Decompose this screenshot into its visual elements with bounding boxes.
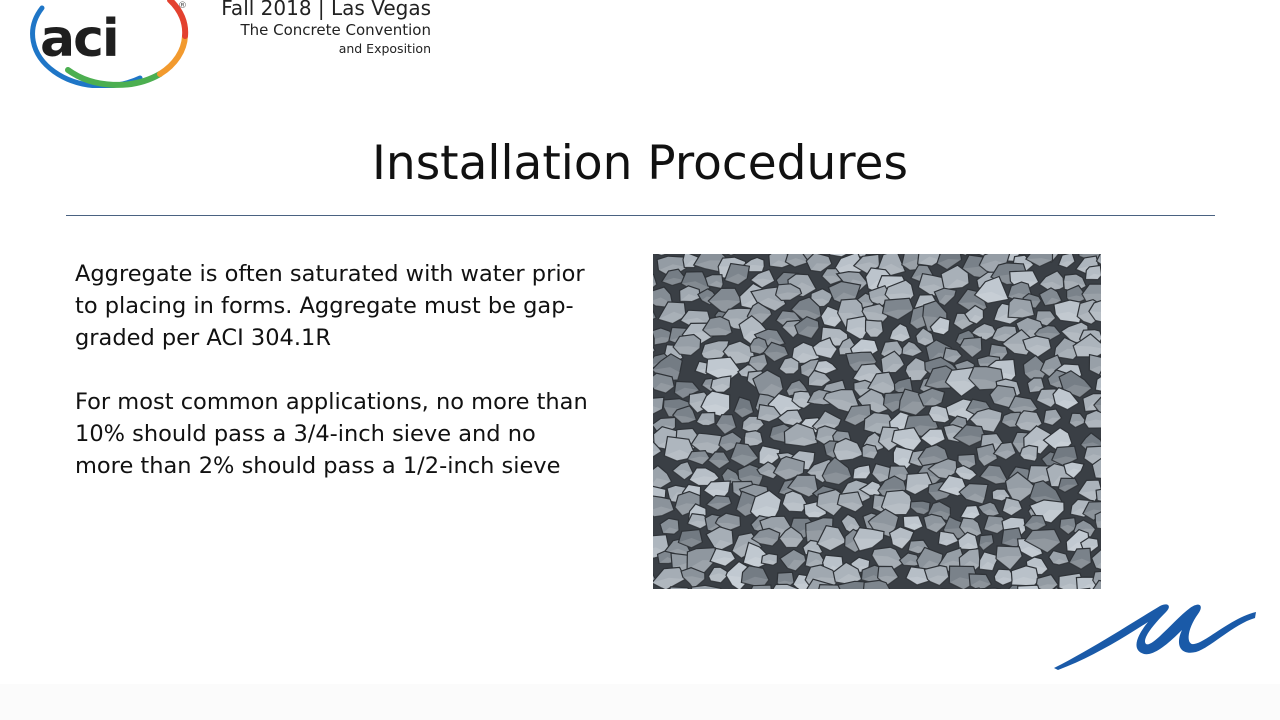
- event-info: [221, 0, 431, 57]
- swoosh-icon: [1050, 598, 1260, 672]
- slide-title: Installation Procedures: [372, 136, 908, 191]
- slide-body: [75, 258, 595, 514]
- title-divider: [66, 215, 1215, 216]
- event-name: The Concrete Convention: [240, 21, 431, 39]
- blue-swoosh-logo: [1050, 598, 1260, 672]
- aci-logo-graphic: [20, 0, 190, 88]
- body-paragraph-1: Aggregate is often saturated with water prior to placing in forms. Aggregate must be gap-graded per ACI 304.1R: [75, 261, 585, 351]
- swoosh-shape: [1054, 604, 1256, 670]
- registered-mark: ®: [178, 1, 187, 11]
- aci-logo: [20, 0, 190, 88]
- event-date-location: Fall 2018 | Las Vegas: [221, 0, 431, 20]
- aci-logo-text: aci: [40, 9, 118, 69]
- bottom-band: [0, 684, 1280, 720]
- gravel-aggregate-photo: [653, 254, 1101, 589]
- event-subtitle: and Exposition: [338, 41, 431, 56]
- body-paragraph-2: For most common applications, no more than 10% should pass a 3/4-inch sieve and no more than 2% should pass a 1/2-inch sieve: [75, 389, 588, 479]
- gravel-stones: [653, 254, 1101, 589]
